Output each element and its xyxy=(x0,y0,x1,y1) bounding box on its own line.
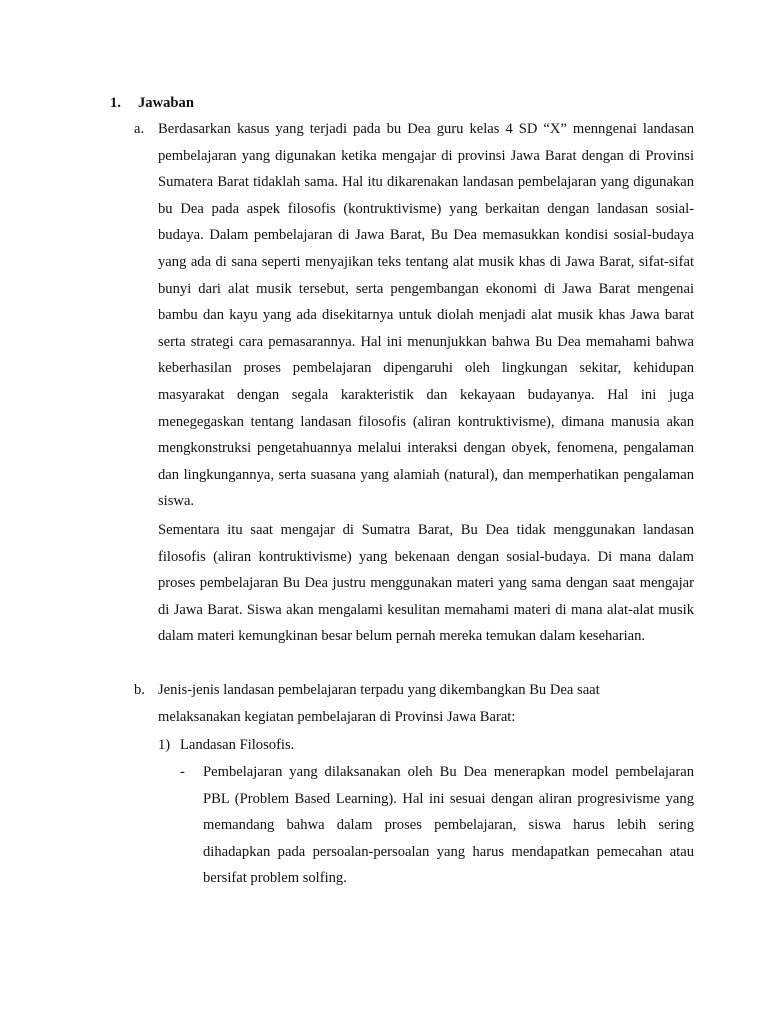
item-a-paragraph-1: Berdasarkan kasus yang terjadi pada bu Dea guru kelas 4 SD “X” menngenai landasan pembelajaran yang digunakan ketika mengajar di provinsi Jawa Barat dengan di Provinsi Sumatera Barat tidaklah sama. Hal itu dikarenakan landasan pembelajaran yang digunakan bu Dea pada aspek filosofis (kontruktivisme) yang berkaitan dengan landasan sosial-budaya. Dalam pembelajaran di Jawa Barat, Bu Dea memasukkan kondisi sosial-budaya yang ada di sana seperti menyajikan teks tentang alat musik khas di Jawa Barat, sifat-sifat bunyi dari alat musik tersebut, serta pengembangan ekonomi di Jawa Barat mengenai bambu dan kayu yang ada disekitarnya untuk diolah menjadi alat musik khas Jawa barat serta strategi cara pemasarannya. Hal ini menunjukkan bahwa Bu Dea memahami bahwa keberhasilan proses pembelajaran dipengaruhi oleh lingkungan sekitar, kehidupan masyarakat dengan segala karakteristik dan kekayaan budayanya. Hal ini juga menegegaskan tentang landasan filosofis (aliran kontruktivisme), dimana manusia akan mengkonstruksi pengetahuannya melalui interaksi dengan obyek, fenomena, pengalaman dan lingkungannya, serta suasana yang alamiah (natural), dan memperhatikan pengalaman siswa. xyxy=(158,121,694,510)
item-b-intro xyxy=(158,677,694,730)
sub-item-1-number: 1) xyxy=(158,737,171,753)
item-a-label: a. xyxy=(134,121,145,137)
sub-item-1-title: Landasan Filosofis. xyxy=(180,737,295,753)
bullet-dash: - xyxy=(180,764,185,780)
section-number: 1. xyxy=(110,95,121,111)
item-b-intro-line-2: melaksanakan kegiatan pembelajaran di Provinsi Jawa Barat: xyxy=(158,708,516,725)
item-b-label: b. xyxy=(134,682,145,698)
section-title: Jawaban xyxy=(138,95,194,111)
section-heading xyxy=(110,93,194,113)
sub-item-1-bullet-text: Pembelajaran yang dilaksanakan oleh Bu Dea menerapkan model pembelajaran PBL (Problem Based Learning). Hal ini sesuai dengan aliran progresivisme yang memandang bahwa dalam proses pembelajaran, siswa harus lebih sering dihadapkan pada persoalan-persoalan yang harus mendapatkan pemecahan atau bersifat problem solfing. xyxy=(203,764,694,887)
item-a-paragraph-2: Sementara itu saat mengajar di Sumatra Barat, Bu Dea tidak menggunakan landasan filosofis (aliran kontruktivisme) yang bekenaan dengan sosial-budaya. Di mana dalam proses pembelajaran Bu Dea justru menggunakan materi yang sama dengan saat mengajar di Jawa Barat. Siswa akan mengalami kesulitan memahami materi di mana alat-alat musik dalam materi kemungkinan besar belum pernah mereka temukan dalam keseharian. xyxy=(158,522,694,645)
item-b-intro-line-1: Jenis-jenis landasan pembelajaran terpadu yang dikembangkan Bu Dea saat xyxy=(158,682,600,698)
sub-item-1-heading xyxy=(158,732,294,759)
